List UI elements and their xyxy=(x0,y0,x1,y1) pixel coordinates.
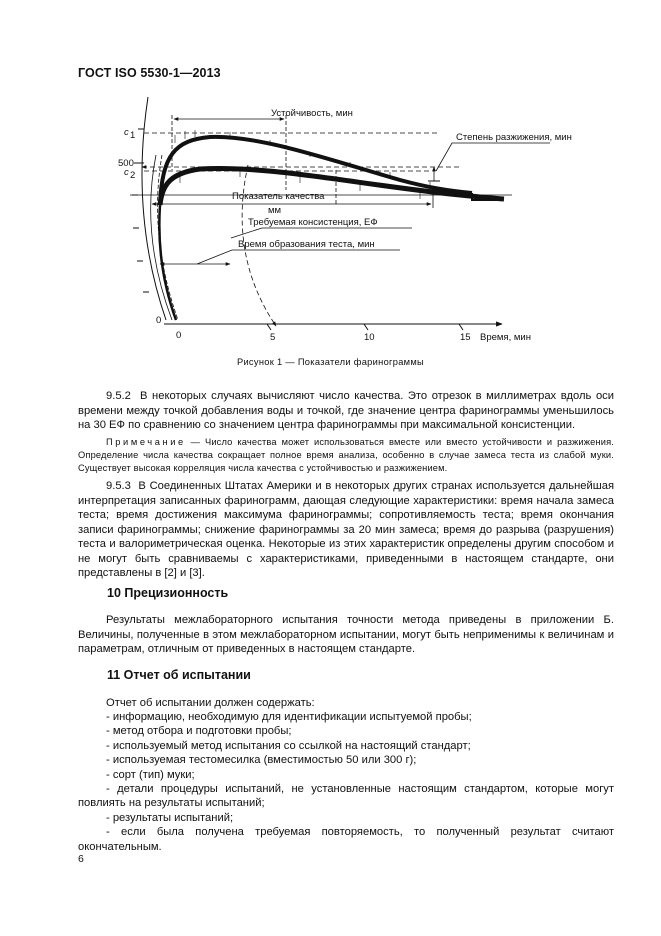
page-number: 6 xyxy=(78,853,84,865)
softening-label: Степень разжижения, мин xyxy=(456,132,572,143)
list-item: - если была получена требуемая повторяемость, то полученный результат считают окончательным. xyxy=(78,826,614,853)
x-axis-label: Время, мин xyxy=(480,332,531,343)
document-header: ГОСТ ISO 5530-1—2013 xyxy=(78,66,221,80)
list-item: - используемая тестомесилка (вместимостью 50 или 300 г); xyxy=(106,754,417,767)
dough-development-label: Время образования теста, мин xyxy=(238,239,375,250)
list-item: - детали процедуры испытаний, не установленные настоящим стандартом, которые могут повлиять на результаты испытаний; xyxy=(78,783,614,810)
c2-label: c xyxy=(124,167,129,178)
figure-caption: Рисунок 1 — Показатели фаринограммы xyxy=(236,357,425,367)
paragraph-text: В Соединенных Штатах Америки и в некоторых других странах используется дальнейшая интерпретация записанных фаринограмм, дающая следующие характеристики: время начала замеса теста; время достижения максимума фаринограммы; сопротивляемость теста; время окончания записи фаринограммы; снижение фаринограммы за 20 мин замеса; время до разрыва (разрушения) теста и валориметрическая оценка. Некоторые из этих характеристик определены другим способом и не могут быть сравниваемы с характеристиками, приведенными в настоящем стандарте, они представлены в [2] и [3]. xyxy=(78,480,614,579)
x-tick-15: 15 xyxy=(460,332,471,343)
paragraph-number: 9.5.3 xyxy=(106,480,131,492)
list-item: - информацию, необходимую для идентификации испытуемой пробы; xyxy=(106,711,472,723)
required-consistency-label: Требуемая консистенция, ЕФ xyxy=(248,217,378,228)
y-500-label: 500 xyxy=(118,158,134,169)
note xyxy=(78,436,614,475)
quality-unit-label: мм xyxy=(268,205,282,216)
c1-label: c xyxy=(124,127,129,138)
x-tick-0: 0 xyxy=(176,330,182,341)
c2-subscript: 2 xyxy=(130,170,136,181)
paragraph-9-5-3 xyxy=(78,479,614,581)
note-text: — Число качества может использоваться вместе или вместо устойчивости и разжижения. Определение числа качества сокращает полное время анализа, особенно в случае замеса теста из слабой муки. Существует высокая корреляция числа качества с устойчивостью и разжижением. xyxy=(78,437,614,473)
section-10-text xyxy=(78,613,614,657)
paragraph-text: Результаты межлабораторного испытания точности метода приведены в приложении Б. Величины, полученные в этом межлабораторном испытании, могут быть неприменимы к величинам и параметрам, отличным от приведенных в настоящем стандарте. xyxy=(78,614,614,655)
c1-subscript: 1 xyxy=(130,130,136,141)
list-item: - сорт (тип) муки; xyxy=(106,768,195,781)
stability-label: Устойчивость, мин xyxy=(271,108,353,119)
quality-index-label: Показатель качества xyxy=(232,191,325,202)
section-10-heading: 10 Прецизионность xyxy=(107,586,229,600)
list-item: - результаты испытаний; xyxy=(106,811,234,824)
x-tick-5: 5 xyxy=(270,332,276,343)
paragraph-number: 9.5.2 xyxy=(106,390,131,402)
list-item: - метод отбора и подготовки пробы; xyxy=(106,725,292,738)
paragraph-9-5-2 xyxy=(78,389,614,433)
report-contents-list xyxy=(78,710,614,854)
list-item: - используемый метод испытания со ссылкой на настоящий стандарт; xyxy=(106,739,471,752)
farinogram-figure xyxy=(100,95,620,350)
section-11-intro: Отчет об испытании должен содержать: xyxy=(106,697,315,709)
note-label: Примечание xyxy=(106,437,186,447)
y-zero-label: 0 xyxy=(156,315,162,326)
paragraph-text: В некоторых случаях вычисляют число качества. Это отрезок в миллиметрах вдоль оси времени между точкой добавления воды и точкой, где значение центра фаринограммы уменьшилось на 30 ЕФ по сравнению со значением центра фаринограммы при максимальной консистенции. xyxy=(78,390,615,431)
farinogram-diagram xyxy=(100,95,620,350)
section-11-heading: 11 Отчет об испытании xyxy=(107,668,251,682)
x-tick-10: 10 xyxy=(364,332,375,343)
